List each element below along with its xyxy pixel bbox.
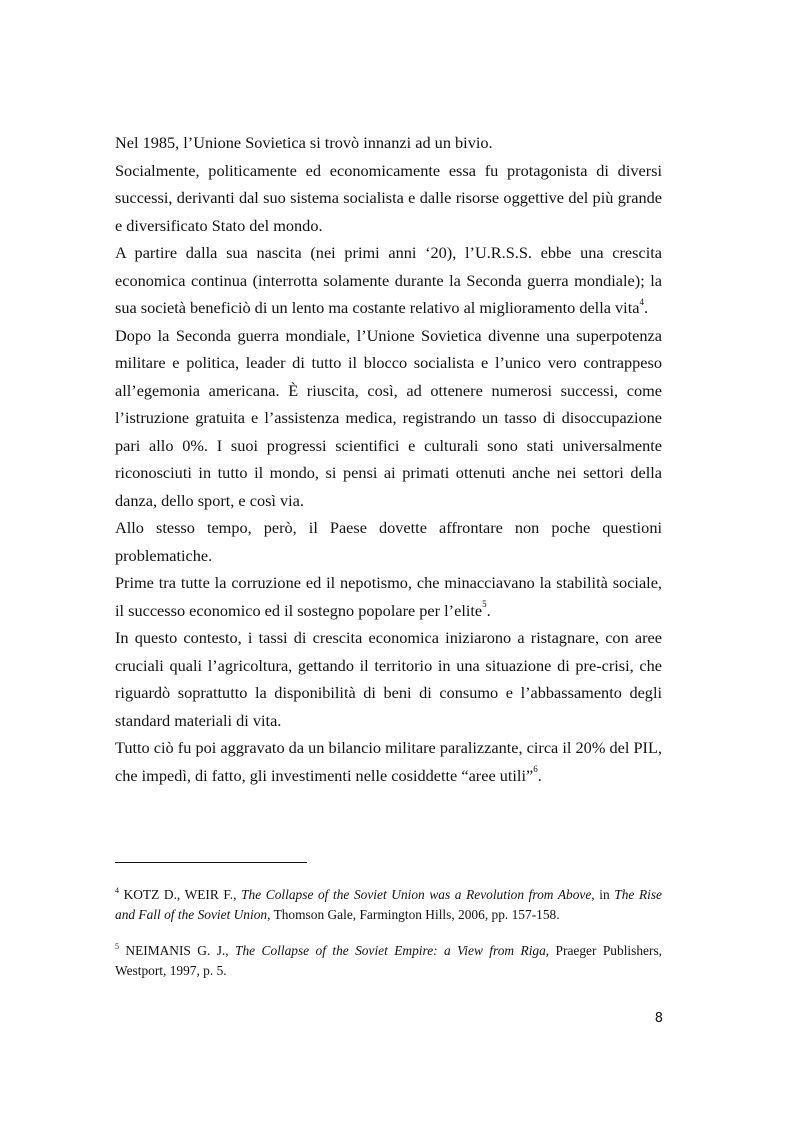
footnote-ref-6[interactable]: 6 bbox=[533, 764, 538, 775]
footnotes bbox=[115, 885, 662, 997]
footnote-4: $^4$ KOTZ D., WEIR F., The Collapse of the Soviet Union was a Revolution from Above, in The Rise and Fall of the Soviet Union, Thomson Gale, Farmington Hills, 2006, pp. 157-158. bbox=[115, 885, 663, 922]
footnote-5: $^5$ NEIMANIS G. J., The Collapse of the Soviet Empire: a View from Riga, Praeger Publishers, Westport, 1997, p. 5. bbox=[115, 941, 663, 978]
footnote-title: The Collapse of the Soviet Empire: a View from Riga, bbox=[235, 943, 550, 958]
paragraph-8: Tutto ciò fu poi aggravato da un bilancio militare paralizzante, circa il 20% del PIL, che impedì, di fatto, gli investimenti nelle cosiddette “aree utili”$^6$. bbox=[115, 738, 662, 785]
footnote-number: 4 bbox=[115, 885, 119, 895]
footnote-title: The Collapse of the Soviet Union was a Revolution from Above bbox=[241, 887, 592, 902]
paragraph-7: In questo contesto, i tassi di crescita economica iniziarono a ristagnare, con aree cruciali quali l’agricoltura, gettando il territorio in una situazione di pre-crisi, che riguardò soprattutto la disponibilità di beni di consumo e l’abbassamento degli standard materiali di vita. bbox=[115, 628, 662, 730]
paragraph-3: A partire dalla sua nascita (nei primi anni ‘20), l’U.R.S.S. ebbe una crescita economica continua (interrotta solamente durante la Seconda guerra mondiale); la sua società beneficiò di un lento ma costante relativo al miglioramento della vita$^4$. bbox=[115, 243, 662, 317]
paragraph-1: Nel 1985, l’Unione Sovietica si trovò innanzi ad un bivio. bbox=[115, 133, 493, 152]
footnote-ref-5[interactable]: 5 bbox=[482, 599, 487, 610]
paragraph-5: Allo stesso tempo, però, il Paese dovette affrontare non poche questioni problematiche. bbox=[115, 518, 662, 565]
paragraph-2: Socialmente, politicamente ed economicamente essa fu protagonista di diversi successi, derivanti dal suo sistema socialista e dalle risorse oggettive del più grande e diversificato Stato del mondo. bbox=[115, 160, 662, 235]
footnote-book-title: The Rise and Fall of the Soviet Union bbox=[115, 887, 663, 922]
paragraph-4: Dopo la Seconda guerra mondiale, l’Unione Sovietica divenne una superpotenza militare e politica, leader di tutto il blocco socialista e l’unico vero contrappeso all’egemonia americana. È riuscita, così, ad ottenere numerosi successi, come l’istruzione gratuita e l’assistenza medica, registrando un tasso di disoccupazione pari allo 0%. I suoi progressi scientifici e culturali sono stati universalmente riconosciuti in tutto il mondo, si pensi ai primati ottenuti anche nei settori della danza, dello sport, e così via. bbox=[115, 325, 662, 510]
footnote-divider bbox=[115, 862, 307, 863]
paragraph-6: Prime tra tutte la corruzione ed il nepotismo, che minacciavano la stabilità sociale, il successo economico ed il sostegno popolare per l’elite$^5$. bbox=[115, 573, 662, 620]
body-text bbox=[115, 129, 662, 789]
footnote-number: 5 bbox=[115, 941, 119, 951]
page-number: 8 bbox=[654, 1011, 663, 1026]
footnote-ref-4[interactable]: 4 bbox=[639, 296, 644, 307]
